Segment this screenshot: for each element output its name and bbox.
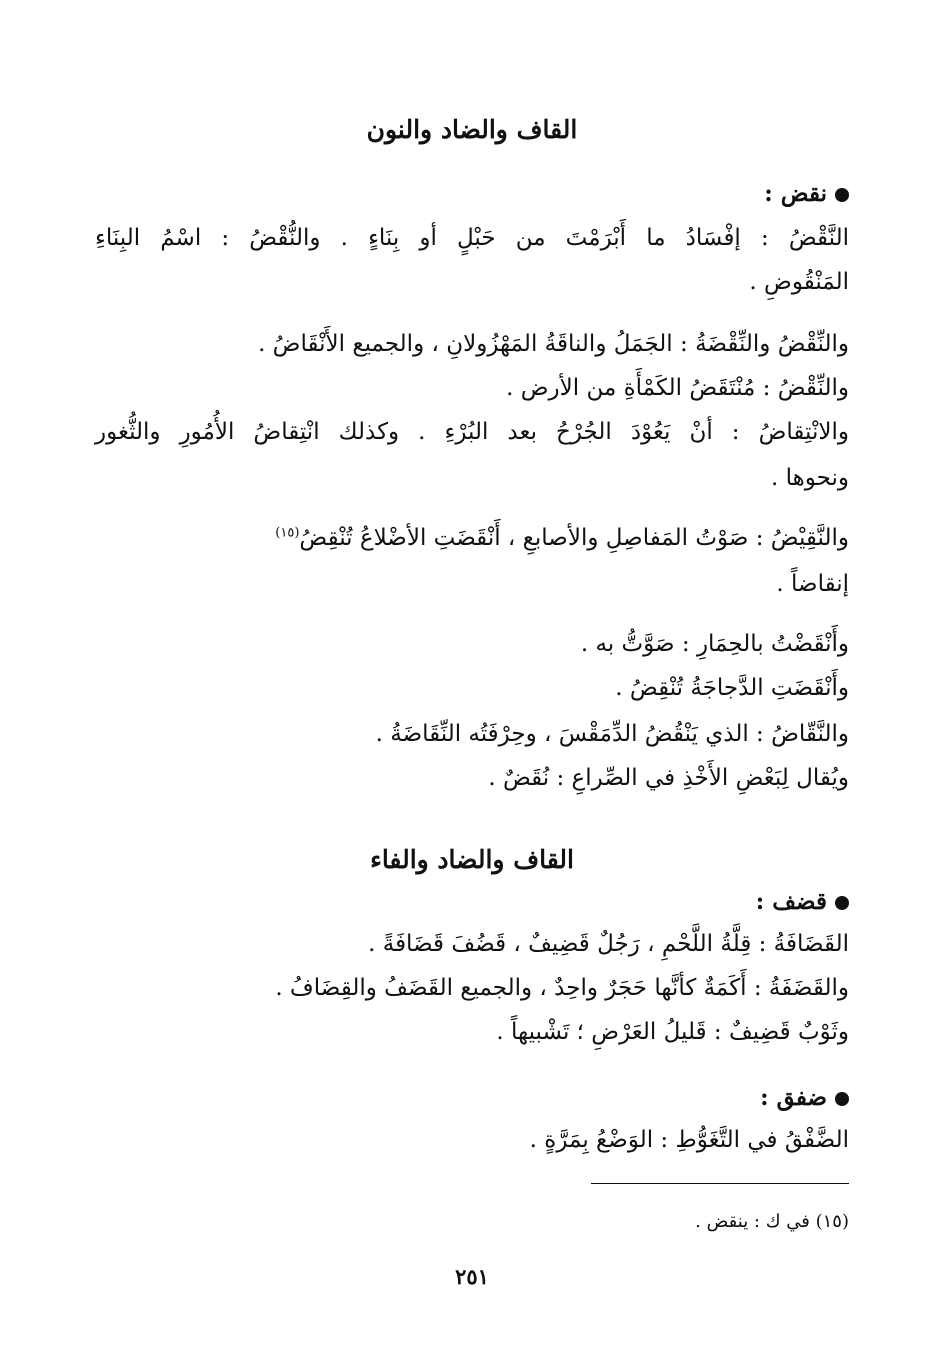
entry-line: إنقاضاً . bbox=[776, 571, 849, 597]
entry-line: والقَضَفَةُ : أَكَمَةٌ كأنَّها حَجَرٌ واحِدٌ ، والجميع القَضَفُ والقِضَافُ . bbox=[275, 975, 849, 1001]
page-number: ٢٥١ bbox=[455, 1264, 489, 1289]
footnote-marker: (١٥) bbox=[275, 525, 300, 541]
entry-line: ونحوها . bbox=[771, 465, 849, 491]
footnote-divider bbox=[591, 1183, 849, 1184]
entry-heading bbox=[756, 886, 849, 918]
bullet-icon bbox=[835, 188, 849, 202]
entry-line: الضَّفْقُ في التَّغَوُّطِ : الوَضْعُ بِمَرَّةٍ . bbox=[529, 1127, 849, 1153]
entry-heading bbox=[764, 178, 849, 210]
entry-line: والنِّقْضُ والنِّقْضَةُ : الجَمَلُ والناقَةُ المَهْزُولانِ ، والجميع الأَنْقَاضُ . bbox=[258, 331, 849, 357]
entry-line: والانْتِقاضُ : أنْ يَعُوْدَ الجُرْحُ بعد البُرْءِ . وكذلك انْتِقاضُ الأُمُورِ والثُّغور bbox=[95, 419, 849, 445]
section-title: القاف والضاد والنون bbox=[366, 115, 578, 144]
entry-line: والنَّقّاضُ : الذي يَنْقُضُ الدِّمَقْسَ ، وحِرْفَتُه النِّقَاضَةُ . bbox=[375, 721, 849, 747]
entry-line-text: والنَّقِيْضُ : صَوْتُ المَفاصِلِ والأصابعِ ، أَنْقَضَتِ الأضْلاعُ تُنْقِضُ bbox=[299, 525, 849, 551]
entry-line: وثَوْبٌ قَضِيفٌ : قَليلُ العَرْضِ ؛ تَشْبيهاً . bbox=[496, 1019, 849, 1045]
entry-line: وأَنْقَضْتُ بالحِمَارِ : صَوَّتُّ به . bbox=[580, 631, 849, 657]
entry-line: القَضَافَةُ : قِلَّةُ اللَّحْمِ ، رَجُلٌ قَضِيفٌ ، قَضُفَ قَضَافَةً . bbox=[368, 931, 849, 957]
entry-line: ويُقال لِبَعْضِ الأَخْذِ في الصِّراعِ : نُقَضٌ . bbox=[488, 765, 849, 791]
entry-line bbox=[135, 522, 849, 554]
section-title: القاف والضاد والفاء bbox=[370, 845, 574, 874]
footnote: (١٥) في ك : ينقض . bbox=[695, 1211, 849, 1232]
bullet-icon bbox=[835, 1092, 849, 1106]
entry-line: المَنْقُوضِ . bbox=[749, 269, 849, 295]
entry-heading bbox=[760, 1082, 849, 1114]
entry-heading-label: قضف : bbox=[755, 888, 827, 915]
entry-heading-label: ضفق : bbox=[760, 1084, 827, 1111]
entry-line: والنِّقْضُ : مُنْتَقَضُ الكَمْأَةِ من الأرض . bbox=[506, 375, 849, 401]
entry-line: النَّقْضُ : إفْسَادُ ما أَبْرَمْتَ من حَبْلٍ أو بِنَاءٍ . والنُّقْضُ : اسْمُ البِنَاءِ bbox=[95, 225, 849, 251]
entry-line: وأَنْقَضَتِ الدَّجاجَةُ تُنْقِضُ . bbox=[615, 675, 849, 701]
entry-heading-label: نقض : bbox=[764, 180, 827, 207]
bullet-icon bbox=[835, 896, 849, 910]
